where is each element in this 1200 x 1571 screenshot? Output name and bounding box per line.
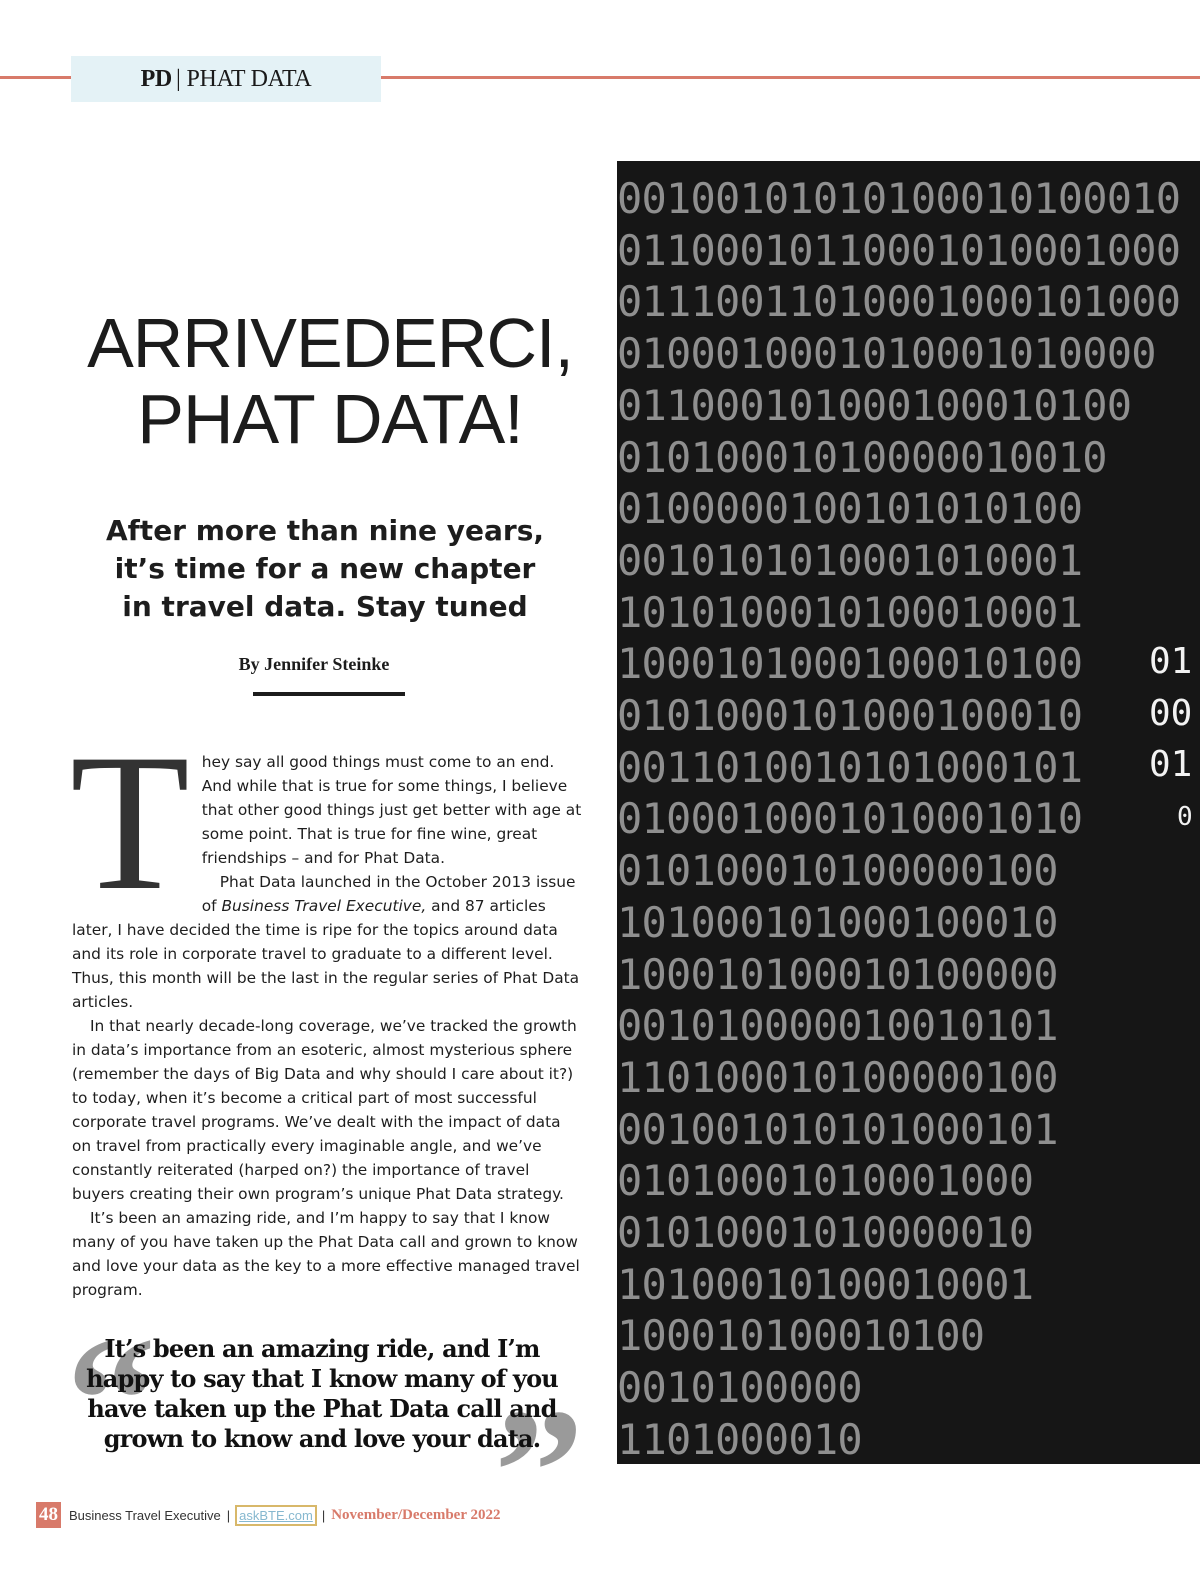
publication-name-italic: Business Travel Executive, — [221, 897, 427, 915]
pull-quote-line: have taken up the Phat Data call and — [87, 1394, 557, 1423]
binary-line: 01010001010000010 — [617, 1208, 1034, 1257]
paragraph-3: In that nearly decade-long coverage, we’ve tracked the growth in data’s importance from an esoteric, almost mysterious sphere (remember the days of Big Data and why should I care about it?) to today, when it’s become a critical part of most successful corporate travel programs. We’ve dealt with the impact of data on travel from practically every imaginable angle, and we’ve constantly reiterated (harped on?) the importance of travel buyers creating their own program’s unique Phat Data strategy. — [72, 1017, 577, 1203]
paragraph-2-text: Phat Data launched in the October 2013 issue of — [201, 873, 576, 915]
page-number: 48 — [36, 1502, 61, 1528]
section-name: PHAT DATA — [186, 65, 312, 92]
binary-line: 0011010010101000101 — [617, 742, 1083, 792]
binary-line: 00100101010100010100010 — [617, 174, 1181, 223]
binary-line: 01010001010000010010 — [617, 432, 1107, 482]
section-tag — [71, 56, 381, 102]
binary-line: 001001010101000101 — [617, 1104, 1058, 1154]
section-separator: | — [175, 65, 181, 92]
byline: By Jennifer Steinke — [238, 654, 390, 674]
paragraph-4: It’s been an amazing ride, and I’m happy to say that I know many of you have taken up the Phat Data call and grown to know and love your data as the key to a more effective managed travel program. — [72, 1209, 580, 1299]
binary-line: 0010100000 — [617, 1363, 862, 1413]
close-quote-mark: ” — [494, 1372, 584, 1571]
subtitle-line: in travel data. Stay tuned — [122, 590, 528, 623]
binary-side-fragment: 01 — [1149, 641, 1193, 682]
binary-code-image — [617, 161, 1200, 1464]
binary-line: 100010100010100 — [617, 1311, 985, 1361]
section-abbr: PD — [140, 65, 172, 92]
pull-quote-line: It’s been an amazing ride, and I’m — [104, 1334, 540, 1363]
paragraph-2-text-continued: and 87 articles later, I have decided the time is ripe for the topics around data and its role in corporate travel to graduate to a different level. Thus, this month will be the last in the regular series of Phat Data articles. — [72, 897, 580, 1011]
article-title — [40, 305, 620, 458]
page-footer — [36, 1500, 500, 1530]
article-body — [70, 714, 582, 1302]
binary-line: 1000101000100010100 — [617, 639, 1083, 689]
subtitle-line: it’s time for a new chapter — [114, 552, 536, 585]
binary-line: 10100010100010001 — [617, 1259, 1034, 1309]
open-quote-mark: “ — [66, 1300, 156, 1499]
byline-rule — [253, 692, 405, 696]
binary-side-fragment: 00 — [1149, 692, 1193, 734]
binary-line: 110100010100000100 — [617, 1052, 1058, 1102]
subtitle-line: After more than nine years, — [105, 514, 545, 547]
website-link[interactable]: askBTE.com — [235, 1505, 317, 1526]
binary-side-fragment: 01 — [1149, 744, 1193, 786]
paragraph-1-text: hey say all good things must come to an end. And while that is true for some things, I believe that other good things just get better with age at some point. That is true for fine wine, great friendships – and for Phat Data. — [201, 753, 582, 867]
binary-line: 01110011010001000101000 — [617, 277, 1181, 327]
article-subtitle — [90, 512, 560, 626]
binary-line: 0100010001010001010 — [617, 794, 1083, 844]
header-rule-left — [0, 76, 72, 79]
binary-line: 011000101000100010100 — [617, 380, 1132, 430]
pull-quote — [72, 1334, 572, 1454]
footer-separator: | — [226, 1507, 231, 1523]
pull-quote-line: happy to say that I know many of you — [86, 1364, 558, 1393]
binary-line: 0010101010001010001 — [617, 535, 1083, 585]
binary-line: 01010001010001000 — [617, 1156, 1034, 1206]
issue-date: November/December 2022 — [331, 1506, 501, 1523]
pull-quote-line: grown to know and love your data. — [103, 1424, 541, 1453]
binary-line: 1101000010 — [617, 1414, 862, 1464]
footer-separator: | — [321, 1507, 326, 1523]
binary-line: 001010000010010101 — [617, 1001, 1058, 1051]
drop-cap: T — [70, 714, 190, 931]
title-line: PHAT DATA! — [137, 380, 523, 459]
binary-line: 0100010001010001010000 — [617, 329, 1156, 379]
binary-line: 01100010110001010001000 — [617, 225, 1181, 275]
binary-line: 0100000100101010100 — [617, 484, 1083, 534]
binary-line: 010100010100000100 — [617, 846, 1058, 896]
binary-line: 1010100010100010001 — [617, 587, 1083, 637]
binary-line: 101000101000100010 — [617, 897, 1058, 947]
header-rule-right — [381, 76, 1200, 79]
binary-side-fragment: 0 — [1177, 802, 1193, 833]
binary-line: 100010100010100000 — [617, 949, 1058, 999]
title-line: ARRIVEDERCI, — [87, 304, 573, 382]
footer-publication: Business Travel Executive — [69, 1507, 221, 1523]
binary-line: 0101000101000100010 — [617, 691, 1083, 740]
